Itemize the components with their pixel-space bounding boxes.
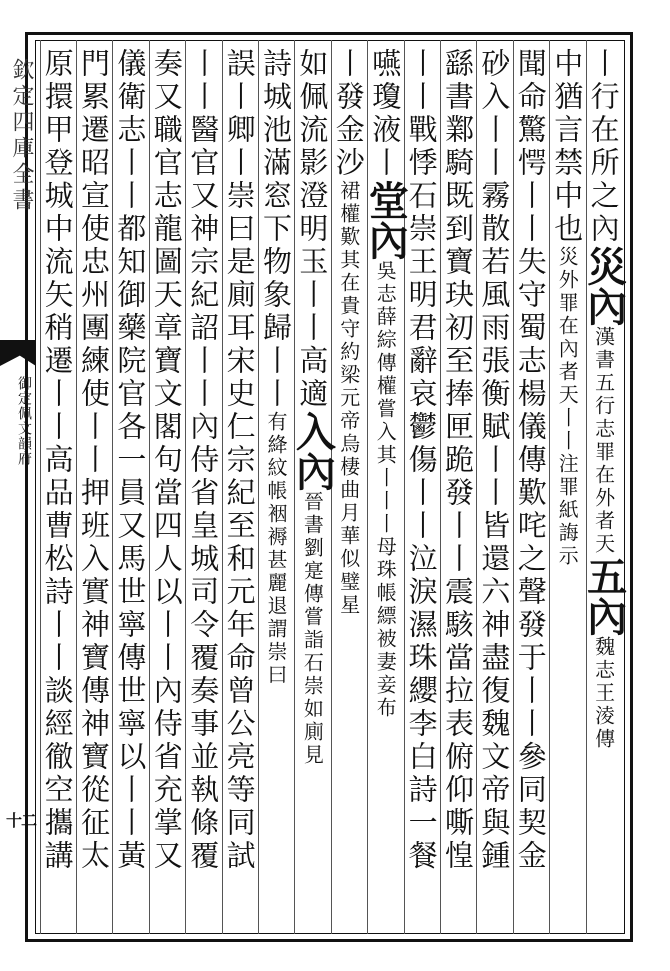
column-text: 有絳紋帳裀褥甚麗退謂崇曰	[264, 411, 288, 687]
column-text: 門累遷昭宣使忠州團練使丨丨押班入實神寶傳神寶從征太	[77, 48, 111, 873]
column-text: 丨丨戰悸石崇王明君辭哀鬱傷丨丨泣淚濕珠纓李白詩一餐	[404, 48, 439, 873]
column-text: 中猶言禁中也	[550, 48, 585, 246]
column-text: 嚥瓊液丨	[368, 48, 403, 180]
column-text: 丨發金沙	[331, 48, 366, 180]
fold-margin	[0, 40, 36, 934]
margin-title: 欽定四庫全書	[9, 58, 34, 214]
column-text: 災外罪在內者天丨丨	[555, 246, 580, 453]
entry-heading: 災內	[580, 246, 628, 326]
column-text: 魏志王淩傳	[591, 636, 616, 751]
column-text: 繇書鄴騎既到寶玦初至捧匣跪發丨丨震駭當拉表俯仰嘶惶	[441, 48, 475, 873]
column-text: 如佩流影澄明玉丨丨高適	[295, 48, 330, 411]
column-text: 丨行在所之內	[586, 48, 621, 246]
column-text: 砂入丨丨霧散若風雨張衡賦丨丨皆還六神盡復魏文帝與鍾	[477, 48, 512, 873]
fish-tail-mark	[0, 340, 36, 366]
column-text: 原擐甲登城中流矢稍遷丨丨高品曹松詩丨丨談經徹空攜講	[40, 48, 75, 873]
margin-page-number: 十二	[6, 811, 37, 830]
column-text: 儀衛志丨丨都知御藥院官各一員又馬世寧傳世寧以丨丨黃	[113, 48, 148, 873]
entry-heading: 五內	[580, 556, 628, 636]
column-text: 晉書劉寔傳嘗詣石崇如廁見	[300, 491, 325, 767]
column-text: 奏又職官志龍圖天章寶文閣句當四人以丨丨內侍省充掌又	[149, 48, 184, 873]
column-text: 漢書五行志罪在外者天	[591, 326, 616, 556]
column-text: 聞命驚愕丨丨失守蜀志楊儀傳歎咤之聲發于丨丨參同契金	[513, 48, 548, 873]
column-text: 詩城池滿窓下物象歸丨丨	[259, 48, 293, 411]
column-text: 誤丨卿丨崇曰是廁耳宋史仁宗紀至和元年命曾公亮等同試	[222, 48, 257, 873]
column-text: 裙權歎其在貴守約梁元帝烏棲曲月華似璧星	[336, 180, 361, 617]
text-column	[34, 48, 82, 928]
entry-heading: 堂內	[362, 180, 410, 260]
column-text: 吳志薛綜傳權嘗入其丨丨丨母珠帳縹被妻妾布	[373, 260, 398, 720]
entry-heading: 入內	[289, 411, 337, 491]
column-text: 注罪紙誨示	[555, 453, 580, 568]
margin-book-title: 御定佩文韻府	[16, 376, 32, 466]
column-text: 丨丨醫官又神宗紀詔丨丨內侍省皇城司令覆奏事並執條覆	[186, 48, 221, 873]
